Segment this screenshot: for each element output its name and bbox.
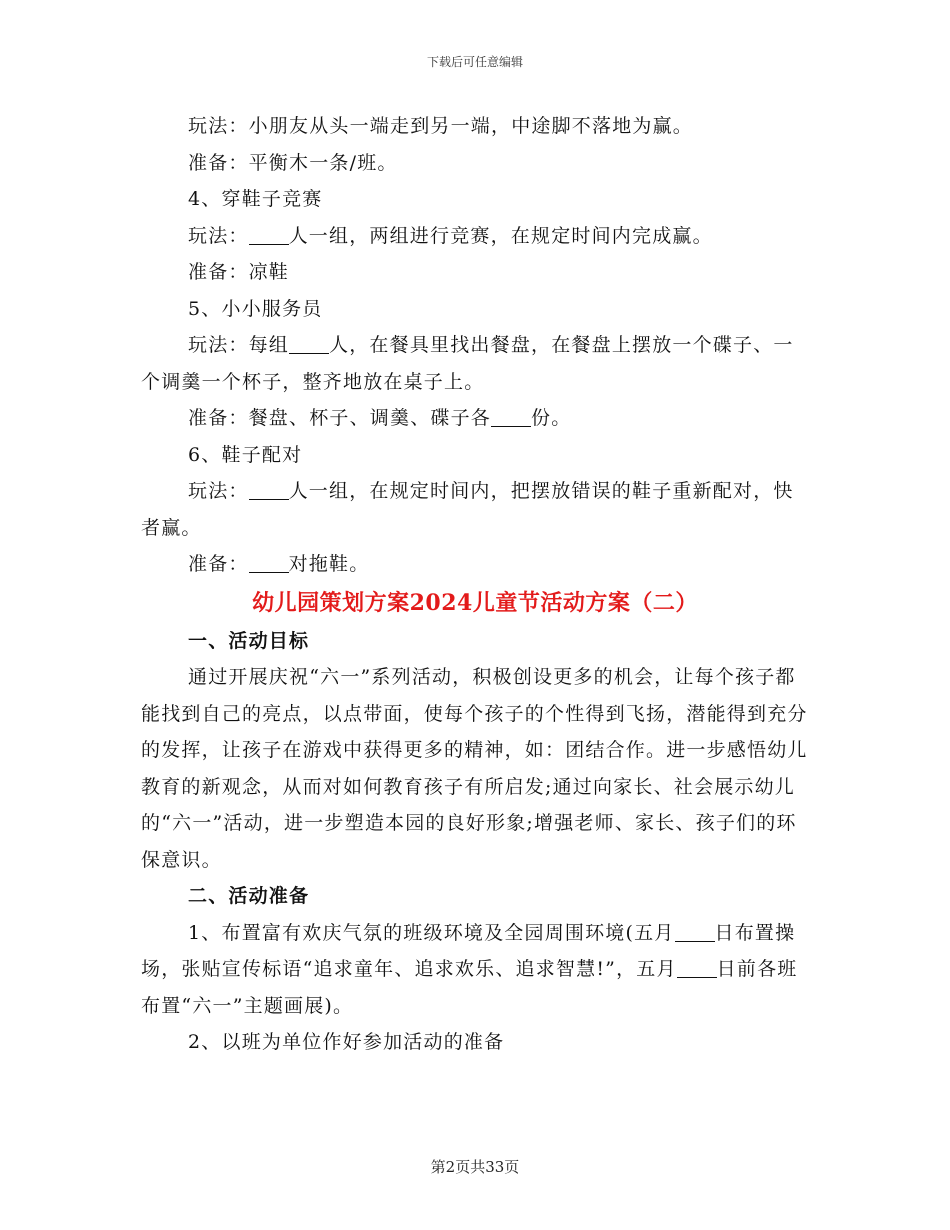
fill-blank (675, 922, 715, 942)
fill-blank (289, 334, 329, 354)
text-segment: 玩法：每组 (188, 334, 290, 356)
text-segment: 玩法： (188, 224, 249, 247)
paragraph (141, 327, 809, 400)
paragraph (141, 400, 809, 437)
text-segment: 对拖鞋。 (288, 553, 370, 575)
section-heading: 一、活动目标 (188, 629, 310, 652)
paragraph: 玩法：小朋友从头一端走到另一端，中途脚不落地为赢。 (188, 115, 694, 137)
text-segment: 人，在餐具里找出餐盘，在餐盘上摆放一个碟子、一个调羹一个杯子，整齐地放在桌子上。 (141, 334, 794, 393)
page-footer: 第2页共33页 (430, 1158, 520, 1176)
section-heading: 二、活动准备 (188, 885, 310, 907)
text-segment: 1、布置富有欢庆气氛的班级环境及全园周围环境(五月 (188, 921, 675, 944)
text-segment: 准备： (188, 553, 249, 575)
text-segment: 人一组，两组进行竞赛，在规定时间内完成赢。 (288, 224, 713, 247)
paragraph (141, 473, 809, 546)
paragraph: 2、以班为单位作好参加活动的准备 (188, 1031, 505, 1053)
section-heading: 6、鞋子配对 (188, 443, 303, 466)
text-segment: 份。 (531, 407, 572, 429)
fill-blank (249, 225, 289, 245)
fill-blank (491, 407, 531, 427)
paragraph (141, 218, 809, 255)
section-heading: 4、穿鞋子竞赛 (188, 188, 323, 210)
text-segment: 准备：餐盘、杯子、调羹、碟子各 (188, 407, 492, 429)
section-heading: 5、小小服务员 (188, 297, 323, 320)
fill-blank (249, 480, 289, 500)
document-title: 幼儿园策划方案2024儿童节活动方案（二） (252, 589, 698, 616)
paragraph: 准备：凉鞋 (188, 261, 290, 283)
text-segment: 日前各班布置“六一”主题画展)。 (141, 958, 798, 1017)
page-header: 下载后可任意编辑 (426, 55, 523, 69)
document-body (141, 108, 809, 1061)
paragraph: 通过开展庆祝“六一”系列活动，积极创设更多的机会，让每个孩子都能找到自己的亮点，以点带面，使每个孩子的个性得到飞扬，潜能得到充分的发挥，让孩子在游戏中获得更多的精神，如：团结合作。进一步感悟幼儿教育的新观念，从而对如何教育孩子有所启发;通过向家长、社会展示幼儿的“六一”活动，进一步塑造本园的良好形象;增强老师、家长、孩子们的环保意识。 (141, 666, 808, 871)
paragraph (141, 546, 809, 583)
fill-blank (249, 553, 289, 573)
paragraph: 准备：平衡木一条/班。 (188, 151, 398, 174)
fill-blank (677, 958, 717, 978)
text-segment: 日布置操场，张贴宣传标语“追求童年、追求欢乐、追求智慧!”，五月 (141, 921, 796, 980)
text-segment: 玩法： (188, 480, 249, 502)
text-segment: 人一组，在规定时间内，把摆放错误的鞋子重新配对，快者赢。 (141, 480, 794, 539)
paragraph (141, 915, 809, 1025)
